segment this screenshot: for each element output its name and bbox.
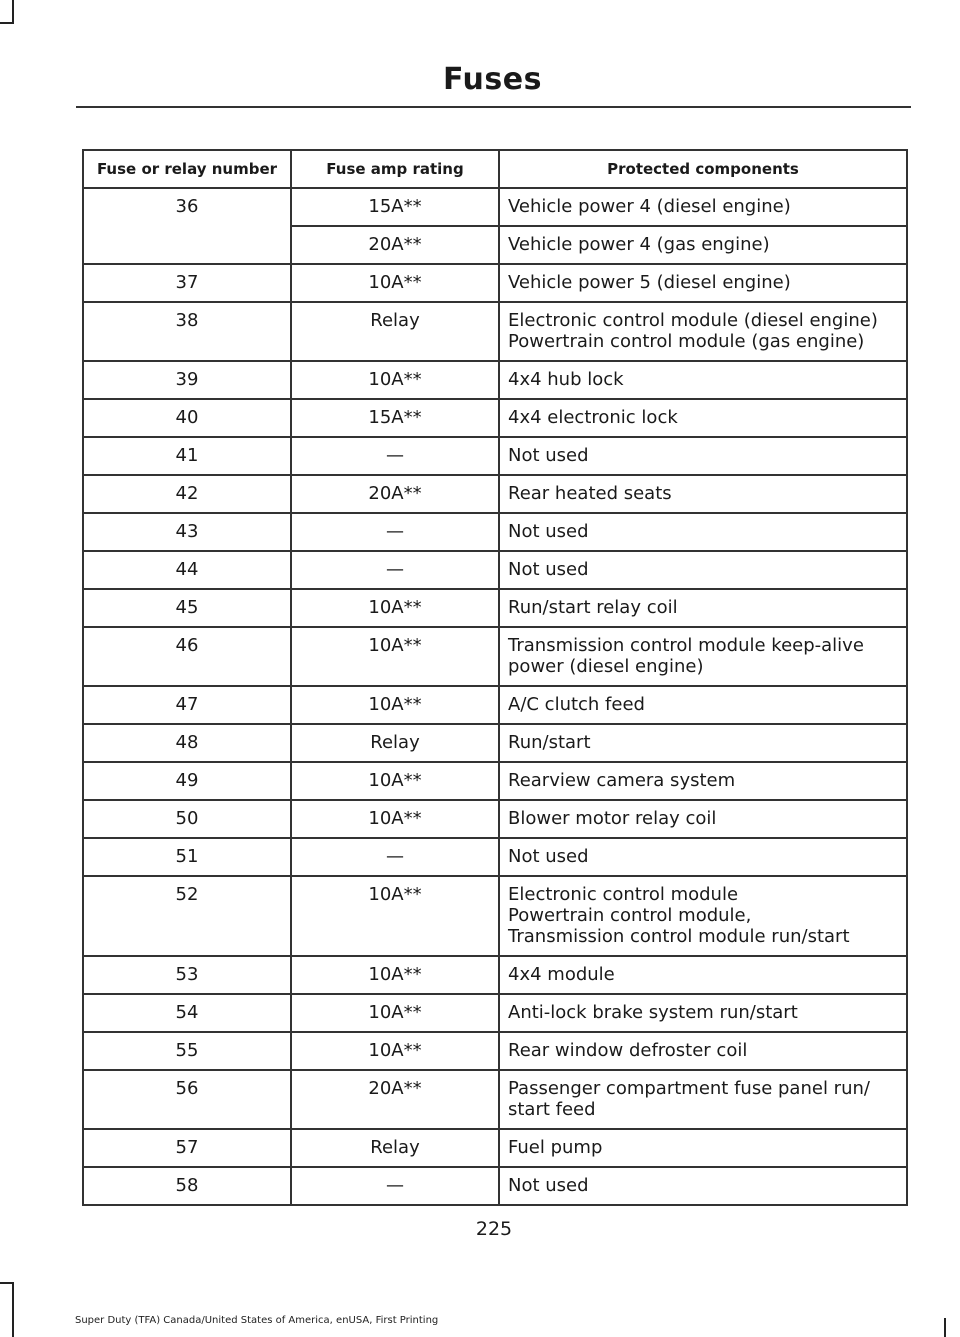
fuse-amp-cell: 10A** xyxy=(291,627,499,686)
page-number: 225 xyxy=(475,1218,513,1240)
table-row xyxy=(83,800,907,838)
protected-components-cell xyxy=(499,361,907,399)
protected-components-cell xyxy=(499,627,907,686)
fuse-amp-cell: — xyxy=(291,838,499,876)
fuse-table xyxy=(82,149,908,1206)
component-line: Rearview camera system xyxy=(508,770,736,791)
component-line: Not used xyxy=(508,559,589,580)
table-row xyxy=(83,361,907,399)
fuse-amp-cell: Relay xyxy=(291,724,499,762)
component-line: Vehicle power 5 (diesel engine) xyxy=(508,272,791,293)
fuse-amp-cell: 10A** xyxy=(291,762,499,800)
protected-components-cell xyxy=(499,686,907,724)
component-line: 4x4 hub lock xyxy=(508,369,624,390)
fuse-number-cell: 43 xyxy=(83,513,291,551)
fuse-number-cell: 36 xyxy=(83,188,291,264)
protected-components-cell xyxy=(499,551,907,589)
fuse-amp-cell: 20A** xyxy=(291,1070,499,1129)
table-row xyxy=(83,876,907,956)
table-row xyxy=(83,551,907,589)
fuse-amp-cell: 20A** xyxy=(291,226,499,264)
component-line: Electronic control module (diesel engine) xyxy=(508,310,878,331)
footer-text: Super Duty (TFA) Canada/United States of America, enUSA, First Printing xyxy=(75,1315,439,1326)
protected-components-cell xyxy=(499,302,907,361)
component-line: Anti-lock brake system run/start xyxy=(508,1002,798,1023)
protected-components-cell xyxy=(499,956,907,994)
protected-components-cell xyxy=(499,437,907,475)
protected-components-cell xyxy=(499,475,907,513)
component-line: Powertrain control module, xyxy=(508,905,752,926)
component-line: 4x4 module xyxy=(508,964,615,985)
component-line: Not used xyxy=(508,846,589,867)
fuse-number-cell: 38 xyxy=(83,302,291,361)
component-line: Blower motor relay coil xyxy=(508,808,717,829)
table-row xyxy=(83,1129,907,1167)
protected-components-cell xyxy=(499,399,907,437)
fuse-number-cell: 49 xyxy=(83,762,291,800)
component-line: Rear window defroster coil xyxy=(508,1040,748,1061)
protected-components-cell xyxy=(499,1167,907,1205)
component-line: Vehicle power 4 (gas engine) xyxy=(508,234,770,255)
fuse-amp-cell: 10A** xyxy=(291,361,499,399)
component-line: A/C clutch feed xyxy=(508,694,645,715)
fuse-number-cell: 41 xyxy=(83,437,291,475)
fuse-amp-cell: 10A** xyxy=(291,1032,499,1070)
component-line: Electronic control module xyxy=(508,884,739,905)
table-row xyxy=(83,437,907,475)
crop-mark-bottom-left-horizontal xyxy=(0,1282,14,1284)
component-line: Powertrain control module (gas engine) xyxy=(508,331,865,352)
fuse-number-cell: 45 xyxy=(83,589,291,627)
fuse-number-cell: 58 xyxy=(83,1167,291,1205)
table-row xyxy=(83,994,907,1032)
table-row xyxy=(83,1167,907,1205)
column-header-components: Protected components xyxy=(499,150,907,188)
protected-components-cell xyxy=(499,264,907,302)
component-line: power (diesel engine) xyxy=(508,656,704,677)
fuse-amp-cell: 15A** xyxy=(291,399,499,437)
fuse-amp-cell: — xyxy=(291,513,499,551)
table-row xyxy=(83,838,907,876)
crop-mark-top-left-vertical xyxy=(12,0,14,22)
table-row xyxy=(83,956,907,994)
fuse-amp-cell: 10A** xyxy=(291,686,499,724)
table-row xyxy=(83,513,907,551)
fuse-amp-cell: Relay xyxy=(291,302,499,361)
table-row xyxy=(83,475,907,513)
component-line: Transmission control module run/start xyxy=(508,926,850,947)
table-row xyxy=(83,724,907,762)
protected-components-cell xyxy=(499,1070,907,1129)
fuse-number-cell: 53 xyxy=(83,956,291,994)
table-row xyxy=(83,399,907,437)
fuse-amp-cell: — xyxy=(291,551,499,589)
component-line: Passenger compartment fuse panel run/ xyxy=(508,1078,870,1099)
fuse-number-cell: 57 xyxy=(83,1129,291,1167)
table-header-row xyxy=(83,150,907,188)
component-line: 4x4 electronic lock xyxy=(508,407,678,428)
fuse-number-cell: 52 xyxy=(83,876,291,956)
fuse-amp-cell: 10A** xyxy=(291,994,499,1032)
fuse-number-cell: 44 xyxy=(83,551,291,589)
fuse-number-cell: 42 xyxy=(83,475,291,513)
fuse-number-cell: 47 xyxy=(83,686,291,724)
fuse-number-cell: 39 xyxy=(83,361,291,399)
fuse-number-cell: 40 xyxy=(83,399,291,437)
title-divider xyxy=(76,106,911,108)
fuse-amp-cell: 10A** xyxy=(291,800,499,838)
fuse-number-cell: 50 xyxy=(83,800,291,838)
fuse-amp-cell: 15A** xyxy=(291,188,499,226)
fuse-number-cell: 37 xyxy=(83,264,291,302)
protected-components-cell xyxy=(499,762,907,800)
table-row xyxy=(83,627,907,686)
fuse-number-cell: 56 xyxy=(83,1070,291,1129)
fuse-amp-cell: 10A** xyxy=(291,956,499,994)
component-line: Fuel pump xyxy=(508,1137,603,1158)
table-row xyxy=(83,264,907,302)
fuse-amp-cell: Relay xyxy=(291,1129,499,1167)
column-header-number: Fuse or relay number xyxy=(83,150,291,188)
fuse-number-cell: 51 xyxy=(83,838,291,876)
component-line: Rear heated seats xyxy=(508,483,672,504)
table-row xyxy=(83,1070,907,1129)
fuse-number-cell: 48 xyxy=(83,724,291,762)
crop-mark-top-left-horizontal xyxy=(0,22,14,24)
fuse-amp-cell: 10A** xyxy=(291,876,499,956)
protected-components-cell xyxy=(499,724,907,762)
fuse-amp-cell: — xyxy=(291,1167,499,1205)
crop-mark-bottom-right-vertical xyxy=(944,1318,946,1337)
fuse-number-cell: 55 xyxy=(83,1032,291,1070)
table-row xyxy=(83,188,907,226)
component-line: Not used xyxy=(508,521,589,542)
component-line: Run/start xyxy=(508,732,591,753)
protected-components-cell xyxy=(499,800,907,838)
fuse-amp-cell: 20A** xyxy=(291,475,499,513)
protected-components-cell xyxy=(499,1129,907,1167)
component-line: start feed xyxy=(508,1099,596,1120)
fuse-number-cell: 54 xyxy=(83,994,291,1032)
fuse-amp-cell: — xyxy=(291,437,499,475)
protected-components-cell xyxy=(499,513,907,551)
table-row xyxy=(83,589,907,627)
fuse-amp-cell: 10A** xyxy=(291,589,499,627)
fuse-number-cell: 46 xyxy=(83,627,291,686)
crop-mark-bottom-left-vertical xyxy=(12,1282,14,1337)
protected-components-cell xyxy=(499,838,907,876)
table-row xyxy=(83,1032,907,1070)
component-line: Transmission control module keep-alive xyxy=(508,635,864,656)
component-line: Not used xyxy=(508,1175,589,1196)
component-line: Run/start relay coil xyxy=(508,597,678,618)
protected-components-cell xyxy=(499,188,907,226)
protected-components-cell xyxy=(499,994,907,1032)
protected-components-cell xyxy=(499,1032,907,1070)
protected-components-cell xyxy=(499,226,907,264)
protected-components-cell xyxy=(499,876,907,956)
fuse-amp-cell: 10A** xyxy=(291,264,499,302)
component-line: Not used xyxy=(508,445,589,466)
component-line: Vehicle power 4 (diesel engine) xyxy=(508,196,791,217)
page-title: Fuses xyxy=(443,62,542,97)
protected-components-cell xyxy=(499,589,907,627)
table-row xyxy=(83,762,907,800)
table-row xyxy=(83,686,907,724)
column-header-amp: Fuse amp rating xyxy=(291,150,499,188)
fuse-table-body xyxy=(83,188,907,1205)
table-row xyxy=(83,302,907,361)
